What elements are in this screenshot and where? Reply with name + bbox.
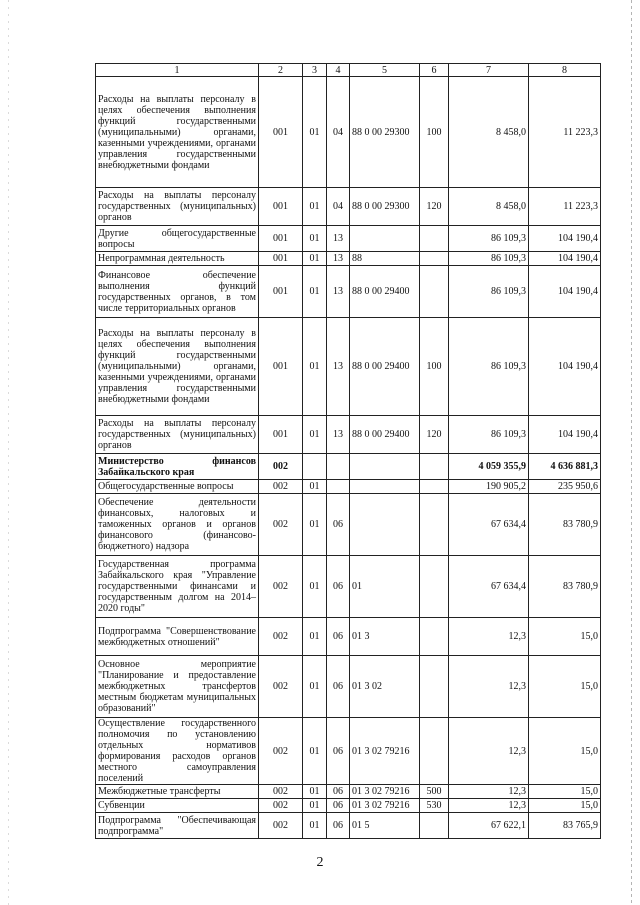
cell-csr: 01 3 02 (350, 656, 420, 718)
cell-col7: 12,3 (449, 656, 529, 718)
cell-col8: 235 950,6 (529, 480, 601, 494)
cell-gr: 001 (259, 252, 303, 266)
cell-pr: 06 (327, 618, 350, 656)
cell-col7: 67 634,4 (449, 494, 529, 556)
cell-col7: 4 059 355,9 (449, 454, 529, 480)
cell-col8: 104 190,4 (529, 266, 601, 318)
table-row (96, 416, 601, 454)
header-col-8: 8 (529, 64, 601, 77)
table-row (96, 226, 601, 252)
table-row (96, 656, 601, 718)
header-col-7: 7 (449, 64, 529, 77)
cell-gr: 002 (259, 454, 303, 480)
cell-col7: 67 634,4 (449, 556, 529, 618)
cell-rz: 01 (303, 480, 327, 494)
cell-col8: 15,0 (529, 799, 601, 813)
table-row (96, 785, 601, 799)
cell-vr (420, 252, 449, 266)
cell-rz: 01 (303, 813, 327, 839)
cell-vr: 120 (420, 416, 449, 454)
cell-pr: 06 (327, 556, 350, 618)
table-row (96, 718, 601, 785)
cell-name: Расходы на выплаты персоналу государственных (муниципальных) органов (96, 188, 259, 226)
cell-pr (327, 480, 350, 494)
cell-name: Финансовое обеспечение выполнения функций государственных органов, в том числе территориальных органов (96, 266, 259, 318)
cell-vr: 530 (420, 799, 449, 813)
cell-col7: 67 622,1 (449, 813, 529, 839)
cell-csr: 01 3 02 79216 (350, 785, 420, 799)
cell-col8: 104 190,4 (529, 416, 601, 454)
cell-rz: 01 (303, 799, 327, 813)
table-row (96, 813, 601, 839)
page-number: 2 (316, 855, 324, 870)
cell-gr: 002 (259, 618, 303, 656)
cell-name: Субвенции (96, 799, 259, 813)
cell-gr: 001 (259, 77, 303, 188)
cell-gr: 001 (259, 318, 303, 416)
table-row (96, 252, 601, 266)
cell-name: Основное мероприятие "Планирование и предоставление межбюджетных трансфертов местным бюджетам муниципальных образований" (96, 656, 259, 718)
cell-name: Расходы на выплаты персоналу в целях обеспечения выполнения функций государственными (муниципальными) органами, казенными учреждениями, органами управления государственными внебюджетными фондами (96, 77, 259, 188)
table-row (96, 77, 601, 188)
cell-rz: 01 (303, 556, 327, 618)
header-col-1: 1 (96, 64, 259, 77)
cell-col8: 11 223,3 (529, 77, 601, 188)
scan-edge-left (8, 0, 9, 905)
cell-pr: 04 (327, 77, 350, 188)
cell-name: Государственная программа Забайкальского края "Управление государственными финансами и государственным долгом на 2014–2020 годы" (96, 556, 259, 618)
cell-csr: 88 0 00 29300 (350, 77, 420, 188)
cell-gr: 002 (259, 480, 303, 494)
cell-csr: 88 0 00 29300 (350, 188, 420, 226)
cell-pr: 06 (327, 718, 350, 785)
cell-gr: 002 (259, 494, 303, 556)
cell-gr: 001 (259, 266, 303, 318)
cell-gr: 002 (259, 656, 303, 718)
cell-gr: 001 (259, 188, 303, 226)
cell-vr (420, 454, 449, 480)
cell-col7: 86 109,3 (449, 226, 529, 252)
cell-rz: 01 (303, 266, 327, 318)
cell-rz: 01 (303, 494, 327, 556)
cell-csr: 88 0 00 29400 (350, 416, 420, 454)
cell-vr: 120 (420, 188, 449, 226)
cell-csr (350, 454, 420, 480)
cell-pr: 06 (327, 799, 350, 813)
cell-pr (327, 454, 350, 480)
cell-rz: 01 (303, 416, 327, 454)
header-col-5: 5 (350, 64, 420, 77)
cell-pr: 13 (327, 226, 350, 252)
cell-vr: 500 (420, 785, 449, 799)
cell-rz: 01 (303, 656, 327, 718)
cell-col8: 83 780,9 (529, 556, 601, 618)
cell-gr: 002 (259, 785, 303, 799)
cell-col8: 104 190,4 (529, 252, 601, 266)
cell-vr: 100 (420, 318, 449, 416)
cell-col7: 86 109,3 (449, 416, 529, 454)
cell-rz: 01 (303, 785, 327, 799)
table-body (96, 77, 601, 839)
table-row (96, 454, 601, 480)
cell-csr: 01 (350, 556, 420, 618)
cell-name: Подпрограмма "Совершенствование межбюджетных отношений" (96, 618, 259, 656)
cell-rz: 01 (303, 226, 327, 252)
cell-rz: 01 (303, 618, 327, 656)
cell-vr (420, 618, 449, 656)
cell-col8: 4 636 881,3 (529, 454, 601, 480)
cell-csr: 01 5 (350, 813, 420, 839)
table-row (96, 618, 601, 656)
cell-col8: 15,0 (529, 656, 601, 718)
table-row (96, 799, 601, 813)
cell-csr: 88 0 00 29400 (350, 266, 420, 318)
cell-pr: 13 (327, 252, 350, 266)
cell-csr: 01 3 (350, 618, 420, 656)
cell-csr (350, 480, 420, 494)
header-col-2: 2 (259, 64, 303, 77)
cell-col7: 12,3 (449, 785, 529, 799)
cell-csr: 01 3 02 79216 (350, 799, 420, 813)
cell-col7: 86 109,3 (449, 266, 529, 318)
cell-gr: 002 (259, 813, 303, 839)
budget-table (95, 63, 601, 839)
table-row (96, 188, 601, 226)
cell-vr (420, 656, 449, 718)
table-row (96, 266, 601, 318)
cell-rz: 01 (303, 188, 327, 226)
cell-vr (420, 718, 449, 785)
cell-pr: 06 (327, 785, 350, 799)
cell-name: Расходы на выплаты персоналу в целях обеспечения выполнения функций государственными (муниципальными) органами, казенными учреждениями, органами управления государственными внебюджетными фондами (96, 318, 259, 416)
cell-pr: 13 (327, 266, 350, 318)
cell-col8: 15,0 (529, 618, 601, 656)
cell-gr: 002 (259, 556, 303, 618)
cell-rz (303, 454, 327, 480)
table-row (96, 480, 601, 494)
cell-col8: 104 190,4 (529, 318, 601, 416)
header-col-4: 4 (327, 64, 350, 77)
cell-col7: 12,3 (449, 618, 529, 656)
cell-col8: 83 765,9 (529, 813, 601, 839)
cell-gr: 001 (259, 226, 303, 252)
cell-col7: 8 458,0 (449, 77, 529, 188)
cell-vr: 100 (420, 77, 449, 188)
table-header-row (96, 64, 601, 77)
cell-vr (420, 813, 449, 839)
cell-vr (420, 556, 449, 618)
cell-vr (420, 226, 449, 252)
cell-pr: 13 (327, 318, 350, 416)
cell-name: Межбюджетные трансферты (96, 785, 259, 799)
cell-col7: 8 458,0 (449, 188, 529, 226)
cell-col7: 86 109,3 (449, 252, 529, 266)
cell-vr (420, 480, 449, 494)
scan-edge-right (631, 0, 632, 905)
cell-rz: 01 (303, 718, 327, 785)
cell-name: Подпрограмма "Обеспечивающая подпрограмма" (96, 813, 259, 839)
cell-gr: 002 (259, 799, 303, 813)
cell-name: Непрограммная деятельность (96, 252, 259, 266)
cell-pr: 06 (327, 656, 350, 718)
cell-col7: 12,3 (449, 718, 529, 785)
cell-rz: 01 (303, 77, 327, 188)
cell-gr: 002 (259, 718, 303, 785)
cell-col7: 86 109,3 (449, 318, 529, 416)
cell-col7: 190 905,2 (449, 480, 529, 494)
cell-csr (350, 226, 420, 252)
cell-rz: 01 (303, 252, 327, 266)
cell-name: Другие общегосударственные вопросы (96, 226, 259, 252)
cell-vr (420, 266, 449, 318)
cell-gr: 001 (259, 416, 303, 454)
cell-pr: 13 (327, 416, 350, 454)
cell-name: Обеспечение деятельности финансовых, налоговых и таможенных органов и органов финансового (финансово-бюджетного) надзора (96, 494, 259, 556)
cell-col8: 11 223,3 (529, 188, 601, 226)
cell-name: Расходы на выплаты персоналу государственных (муниципальных) органов (96, 416, 259, 454)
header-col-6: 6 (420, 64, 449, 77)
cell-name: Общегосударственные вопросы (96, 480, 259, 494)
cell-csr: 88 (350, 252, 420, 266)
cell-col8: 15,0 (529, 785, 601, 799)
cell-col7: 12,3 (449, 799, 529, 813)
cell-name: Министерство финансов Забайкальского края (96, 454, 259, 480)
cell-vr (420, 494, 449, 556)
header-col-3: 3 (303, 64, 327, 77)
cell-pr: 04 (327, 188, 350, 226)
table-row (96, 494, 601, 556)
table-row (96, 556, 601, 618)
cell-name: Осуществление государственного полномочия по установлению отдельных нормативов формирования расходов органов местного самоуправления поселений (96, 718, 259, 785)
cell-col8: 83 780,9 (529, 494, 601, 556)
cell-csr: 88 0 00 29400 (350, 318, 420, 416)
cell-pr: 06 (327, 494, 350, 556)
cell-csr (350, 494, 420, 556)
cell-col8: 104 190,4 (529, 226, 601, 252)
cell-csr: 01 3 02 79216 (350, 718, 420, 785)
cell-col8: 15,0 (529, 718, 601, 785)
table-row (96, 318, 601, 416)
cell-pr: 06 (327, 813, 350, 839)
cell-rz: 01 (303, 318, 327, 416)
